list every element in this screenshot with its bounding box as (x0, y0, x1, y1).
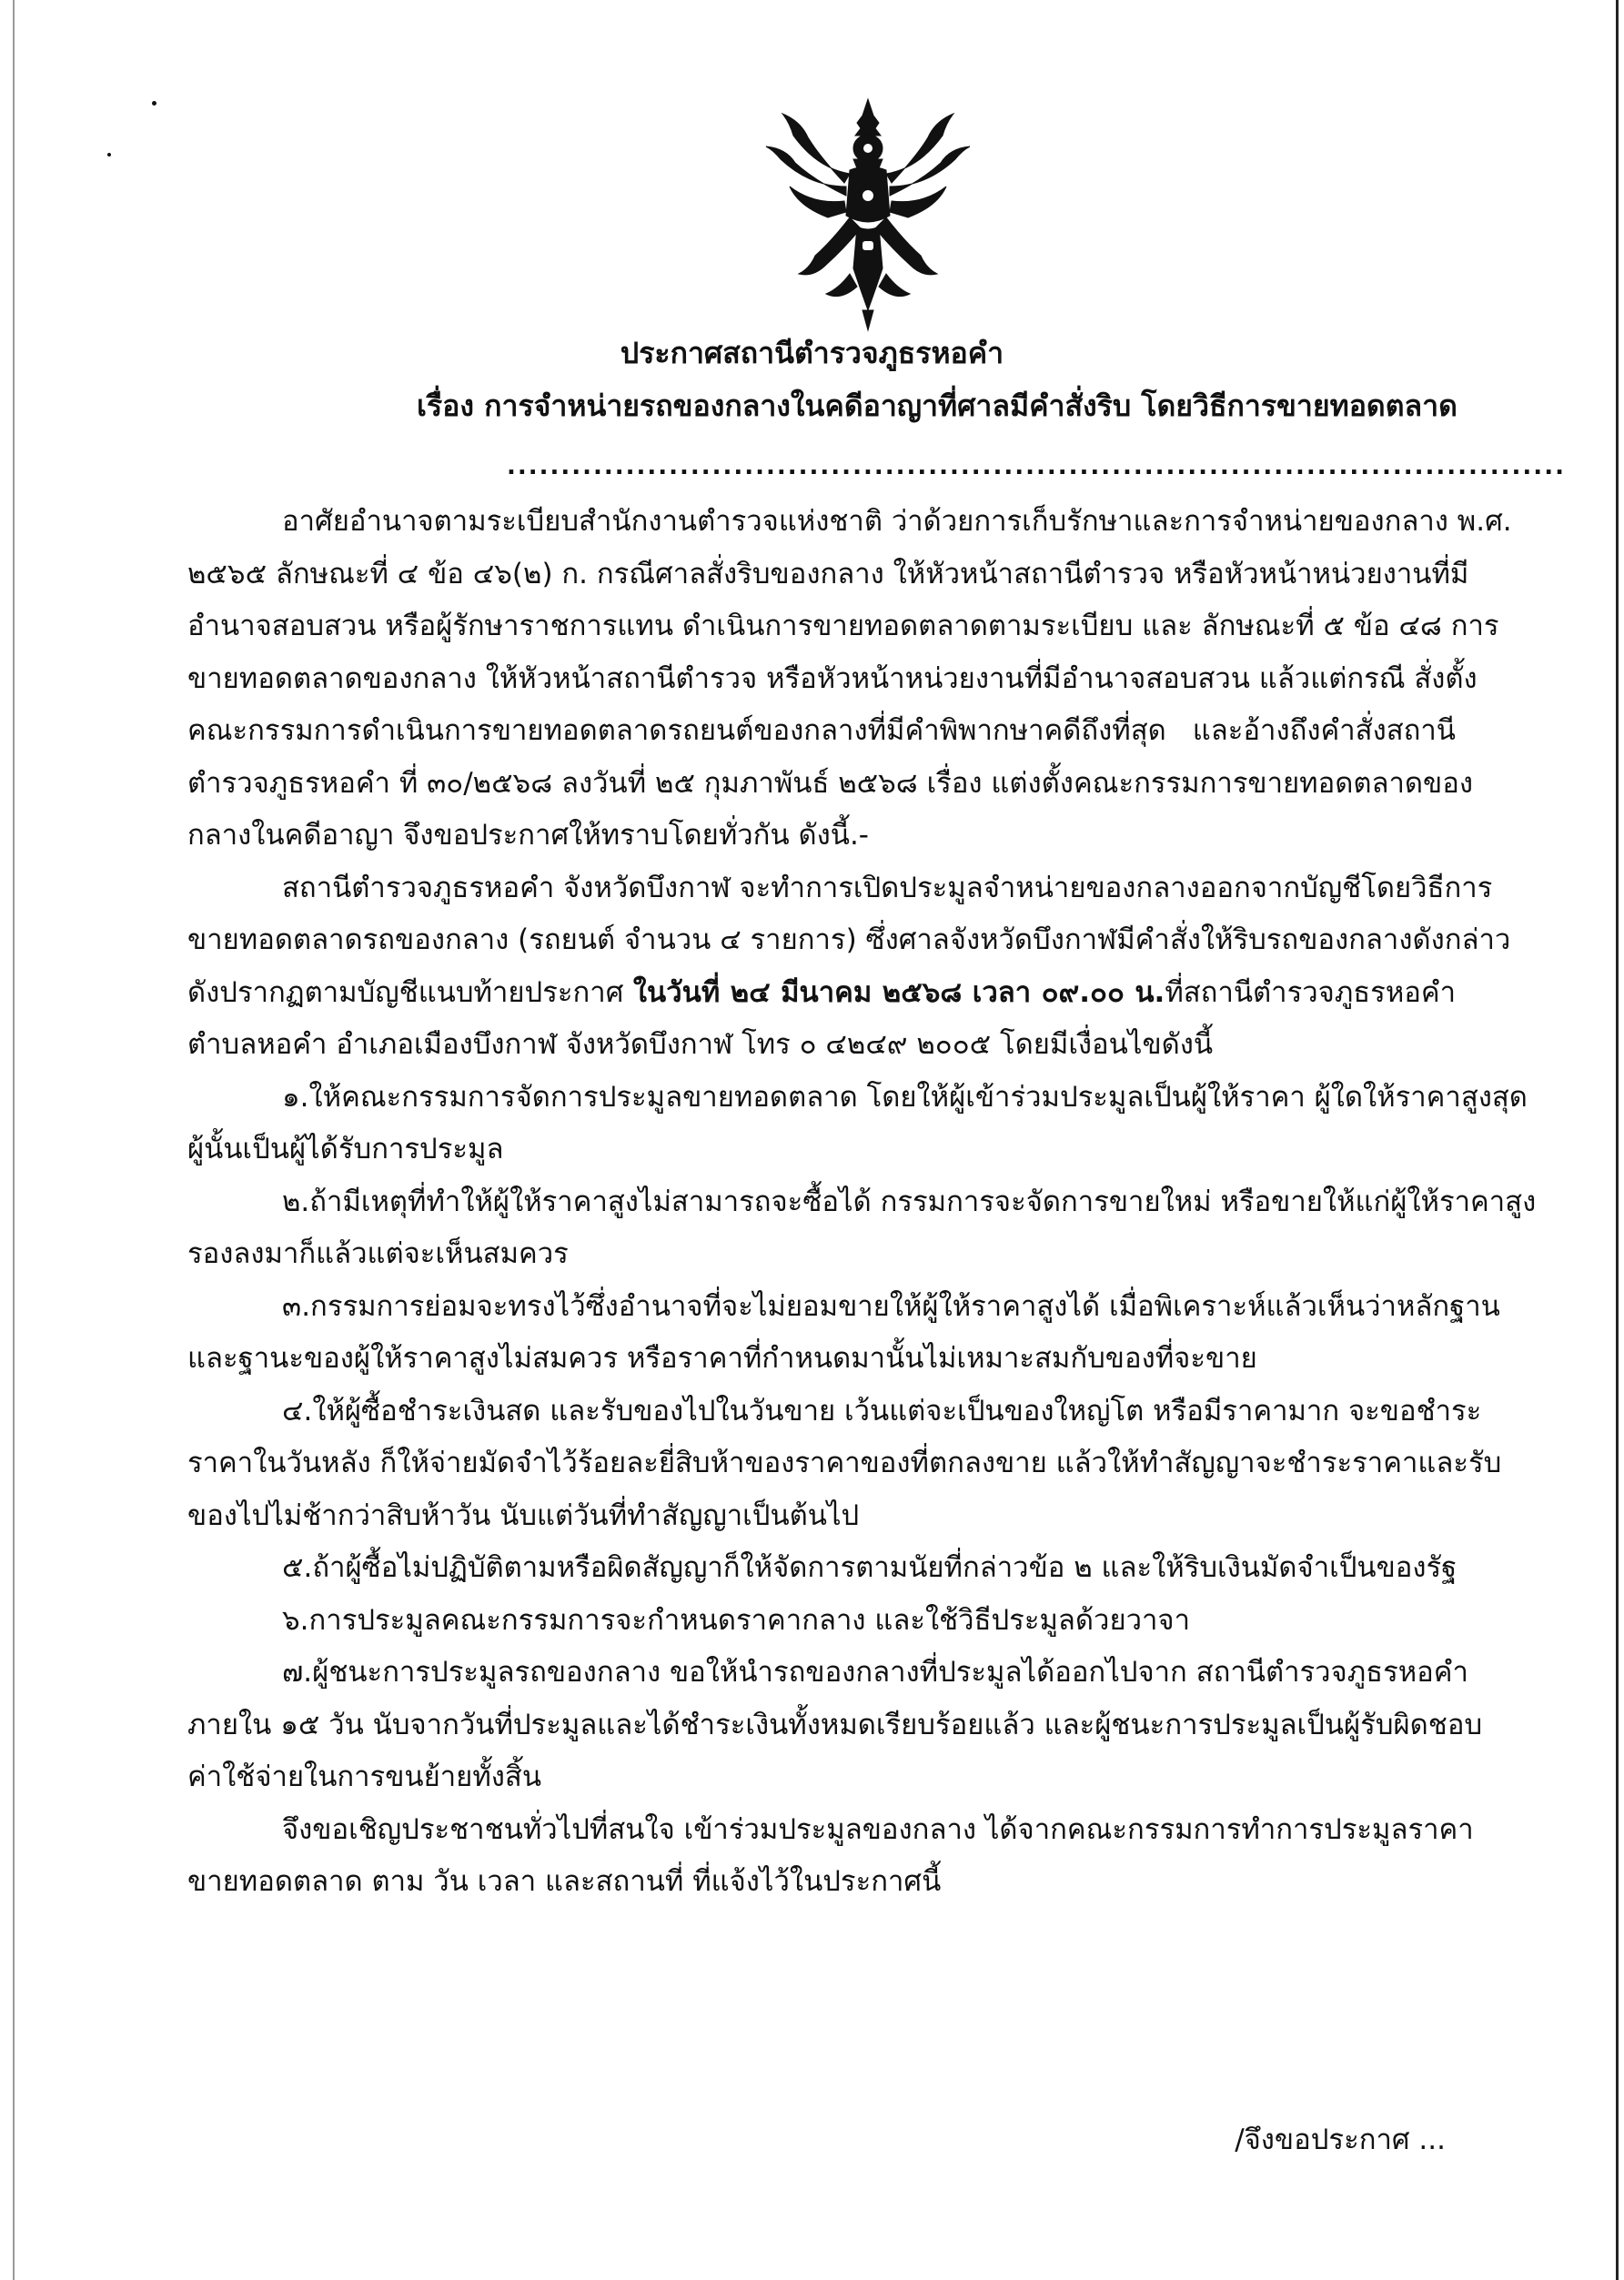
paragraph-2-line: ตำบลหอคำ อำเภอเมืองบึงกาฬ จังหวัดบึงกาฬ โทร ๐ ๔๒๔๙ ๒๐๐๕ โดยมีเงื่อนไขดังนี้ (187, 1028, 1214, 1061)
condition-1-line: ผู้นั้นเป็นผู้ได้รับการประมูล (187, 1133, 504, 1165)
paragraph-1-line: คณะกรรมการดำเนินการขายทอดตลาดรถยนต์ของกลางที่มีคำพิพากษาคดีถึงที่สุด และอ้างถึงคำสั่งสถานี (187, 714, 1456, 747)
paragraph-1-line: ๒๕๖๕ ลักษณะที่ ๔ ข้อ ๔๖(๒) ก. กรณีศาลสั่งริบของกลาง ให้หัวหน้าสถานีตำรวจ หรือหัวหน้าหน่วยงานที่มี (187, 557, 1469, 590)
condition-7-line: ๗.ผู้ชนะการประมูลรถของกลาง ขอให้นำรถของกลางที่ประมูลได้ออกไปจาก สถานีตำรวจภูธรหอคำ (282, 1656, 1468, 1689)
condition-7-line: ค่าใช้จ่ายในการขนย้ายทั้งสิ้น (187, 1760, 542, 1793)
condition-4-line: ๔.ให้ผู้ซื้อชำระเงินสด และรับของไปในวันขาย เว้นแต่จะเป็นของใหญ่โต หรือมีราคามาก จะขอชำระ (282, 1394, 1482, 1428)
condition-4-line: ของไปไม่ช้ากว่าสิบห้าวัน นับแต่วันที่ทำสัญญาเป็นต้นไป (187, 1498, 860, 1532)
closing-line: จึงขอเชิญประชาชนทั่วไปที่สนใจ เข้าร่วมประมูลของกลาง ได้จากคณะกรรมการทำการประมูลราคา (282, 1812, 1474, 1846)
paragraph-2-line: ขายทอดตลาดรถของกลาง (รถยนต์ จำนวน ๔ รายการ) ซึ่งศาลจังหวัดบึงกาฬมีคำสั่งให้ริบรถของกลางดังกล่าว (187, 923, 1511, 956)
announcement-subject: เรื่อง การจำหน่ายรถของกลางในคดีอาญาที่ศาลมีคำสั่งริบ โดยวิธีการขายทอดตลาด (417, 388, 1458, 423)
condition-2-line: รองลงมาก็แล้วแต่จะเห็นสมควร (187, 1237, 569, 1270)
condition-5-line: ๕.ถ้าผู้ซื้อไม่ปฏิบัติตามหรือผิดสัญญาก็ให้จัดการตามนัยที่กล่าวข้อ ๒ และให้ริบเงินมัดจำเป็นของรัฐ (282, 1551, 1458, 1584)
condition-3-line: ๓.กรรมการย่อมจะทรงไว้ซึ่งอำนาจที่จะไม่ยอมขายให้ผู้ให้ราคาสูงได้ เมื่อพิเคราะห์แล้วเห็นว่าหลักฐาน (282, 1289, 1500, 1323)
condition-3-line: และฐานะของผู้ให้ราคาสูงไม่สมควร หรือราคาที่กำหนดมานั้นไม่เหมาะสมกับของที่จะขาย (187, 1342, 1257, 1375)
auction-date-time: ในวันที่ ๒๔ มีนาคม ๒๕๖๘ เวลา ๐๙.๐๐ น. (632, 975, 1165, 1009)
paragraph-2-line: สถานีตำรวจภูธรหอคำ จังหวัดบึงกาฬ จะทำการเปิดประมูลจำหน่ายของกลางออกจากบัญชีโดยวิธีการ (282, 871, 1493, 904)
paragraph-1-line: ตำรวจภูธรหอคำ ที่ ๓๐/๒๕๖๘ ลงวันที่ ๒๕ กุมภาพันธ์ ๒๕๖๘ เรื่อง แต่งตั้งคณะกรรมการขายทอดตลาดของ (187, 766, 1473, 800)
paragraph-2-line-auction-date (187, 967, 1456, 1020)
paragraph-2-text: ดังปรากฏตามบัญชีแนบท้ายประกาศ (187, 975, 633, 1009)
continuation-note: /จึงขอประกาศ ... (1235, 2124, 1446, 2156)
paragraph-1-line: ขายทอดตลาดของกลาง ให้หัวหน้าสถานีตำรวจ หรือหัวหน้าหน่วยงานที่มีอำนาจสอบสวน แล้วแต่กรณี สั่งตั้ง (187, 661, 1478, 695)
title-separator: .................................................................................................. (507, 453, 1566, 480)
condition-4-line: ราคาในวันหลัง ก็ให้จ่ายมัดจำไว้ร้อยละยี่สิบห้าของราคาของที่ตกลงขาย แล้วให้ทำสัญญาจะชำระราคาและรับ (187, 1447, 1502, 1479)
condition-6-line: ๖.การประมูลคณะกรรมการจะกำหนดราคากลาง และใช้วิธีประมูลด้วยวาจา (282, 1603, 1190, 1637)
scan-speck (152, 101, 156, 106)
condition-7-line: ภายใน ๑๕ วัน นับจากวันที่ประมูลและได้ชำระเงินทั้งหมดเรียบร้อยแล้ว และผู้ชนะการประมูลเป็นผู้รับผิดชอบ (187, 1708, 1483, 1741)
announcement-title: ประกาศสถานีตำรวจภูธรหอคำ (620, 336, 1004, 370)
condition-1-line: ๑.ให้คณะกรรมการจัดการประมูลขายทอดตลาด โดยให้ผู้เข้าร่วมประมูลเป็นผู้ให้ราคา ผู้ใดให้ราคาสูงสุด (282, 1080, 1528, 1114)
paragraph-2-text: ที่สถานีตำรวจภูธรหอคำ (1165, 975, 1457, 1009)
condition-2-line: ๒.ถ้ามีเหตุที่ทำให้ผู้ให้ราคาสูงไม่สามารถจะซื้อได้ กรรมการจะจัดการขายใหม่ หรือขายให้แก่ผู้ให้ราคาสูง (282, 1185, 1537, 1218)
paragraph-1-line: กลางในคดีอาญา จึงขอประกาศให้ทราบโดยทั่วกัน ดังนี้.- (187, 819, 869, 852)
closing-line: ขายทอดตลาด ตาม วัน เวลา และสถานที่ ที่แจ้งไว้ในประกาศนี้ (187, 1865, 942, 1898)
paragraph-1-line: อาศัยอำนาจตามระเบียบสำนักงานตำรวจแห่งชาติ ว่าด้วยการเก็บรักษาและการจำหน่ายของกลาง พ.ศ. (282, 505, 1512, 538)
announcement-body (187, 496, 1537, 1909)
garuda-emblem-icon (762, 96, 973, 334)
paragraph-1-line: อำนาจสอบสวน หรือผู้รักษาราชการแทน ดำเนินการขายทอดตลาดตามระเบียบ และ ลักษณะที่ ๕ ข้อ ๔๘ การ (187, 610, 1499, 642)
scan-speck (107, 153, 111, 156)
